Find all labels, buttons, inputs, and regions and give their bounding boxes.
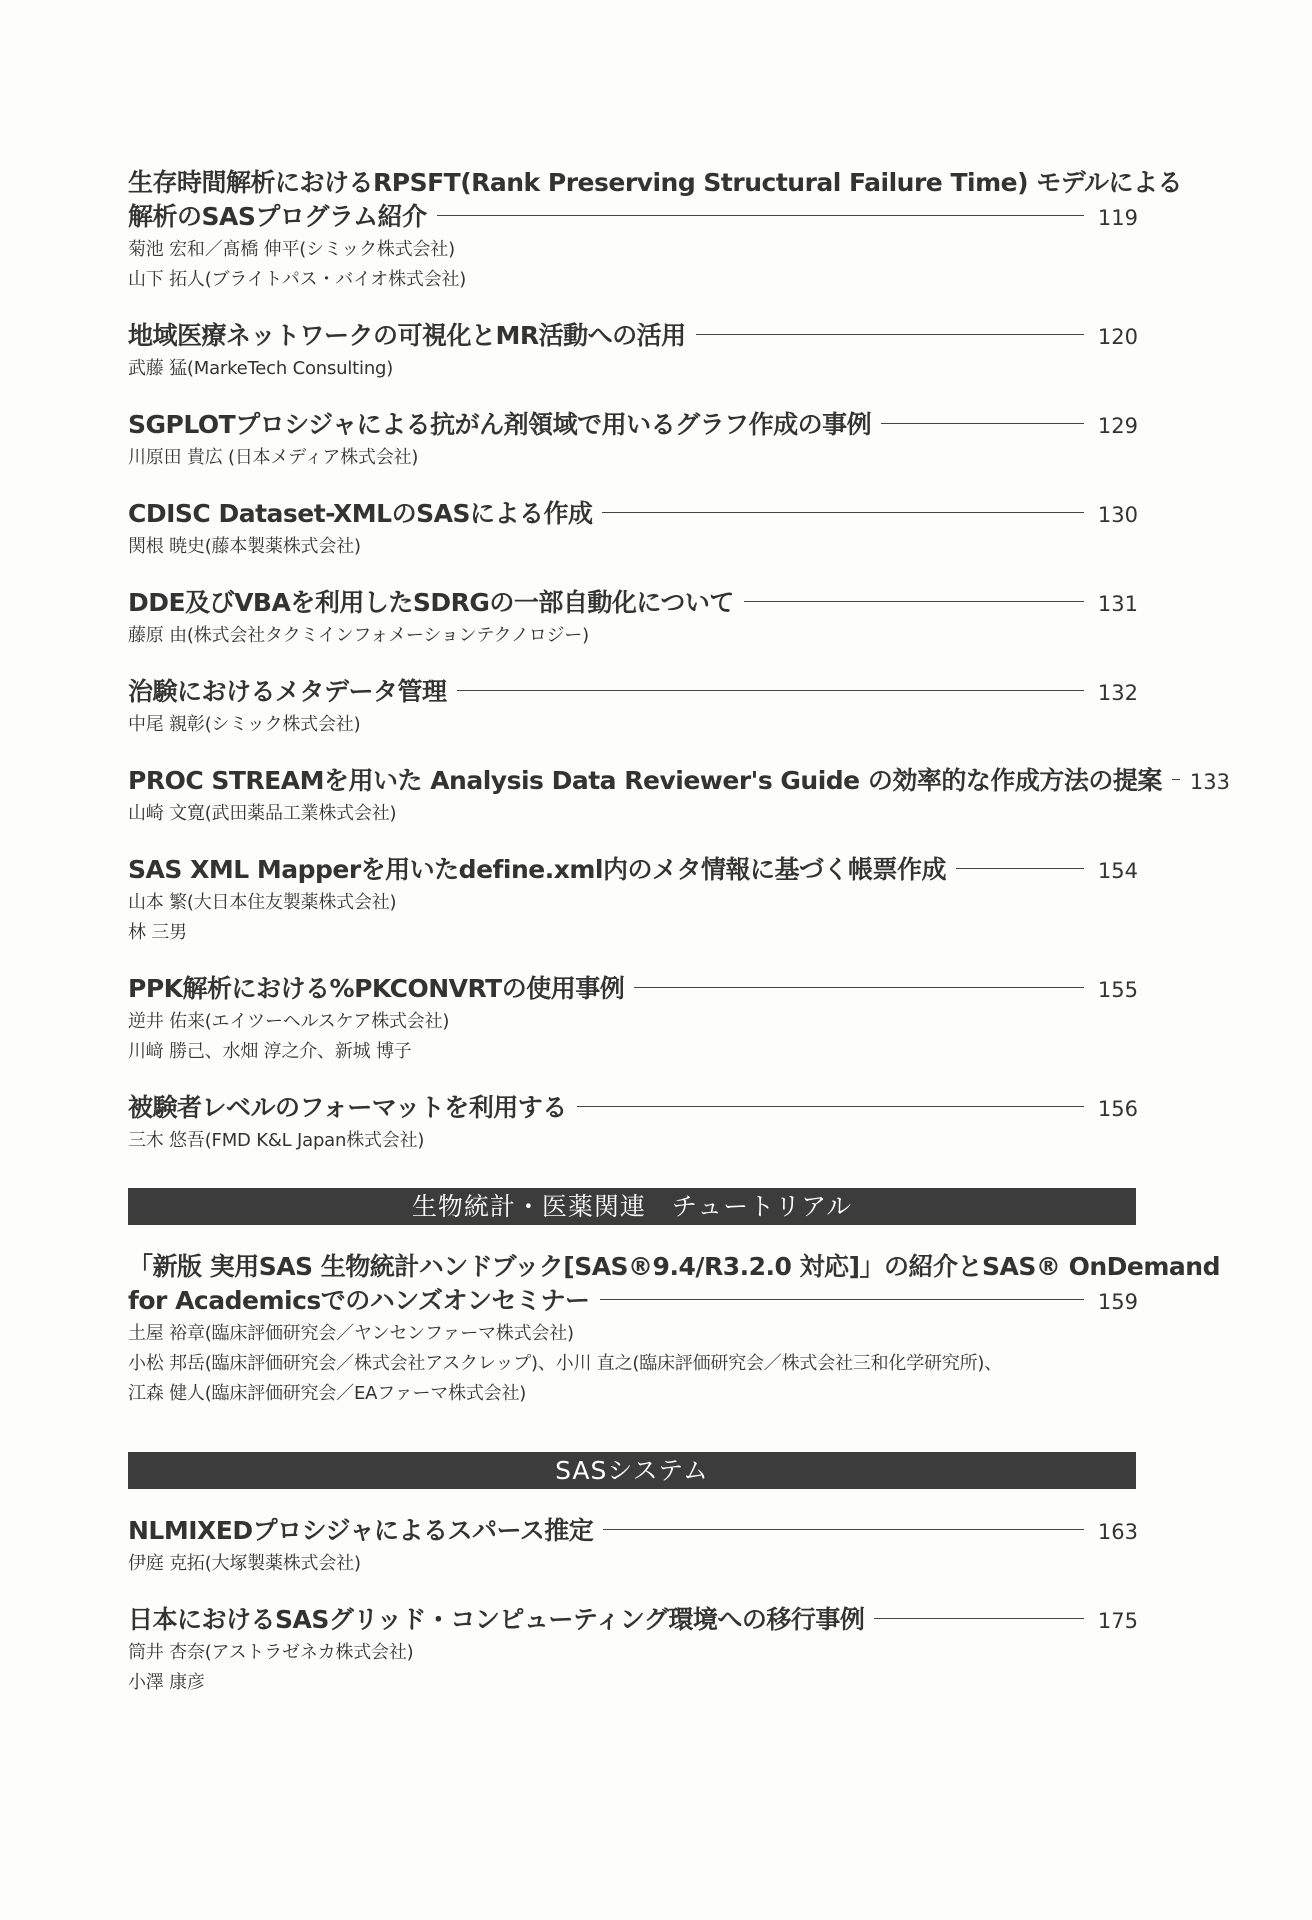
entry-title: NLMIXEDプロシジャによるスパース推定 <box>128 1516 594 1545</box>
dot-leader <box>457 690 1084 691</box>
page-number: 120 <box>1097 325 1138 349</box>
page-number: 175 <box>1097 1609 1138 1633</box>
toc-entry <box>128 675 1138 740</box>
entry-author: 山下 拓人(ブライトパス・バイオ株式会社) <box>128 269 467 290</box>
entry-title: for Academicsでのハンズオンセミナー <box>128 1286 590 1315</box>
entry-author: 菊池 宏和／髙橋 伸平(シミック株式会社) <box>128 239 455 260</box>
page-number: 155 <box>1097 978 1138 1002</box>
entry-title: 被験者レベルのフォーマットを利用する <box>128 1093 567 1122</box>
toc-entry <box>128 408 1138 473</box>
page-number: 133 <box>1189 770 1230 794</box>
toc-entry <box>128 1091 1138 1156</box>
page-number: 132 <box>1097 681 1138 705</box>
page-number: 131 <box>1097 592 1138 616</box>
page-number: 159 <box>1097 1290 1138 1314</box>
entry-title: 解析のSASプログラム紹介 <box>128 202 427 231</box>
entry-title: 生存時間解析におけるRPSFT(Rank Preserving Structural Failure Time) モデルによる <box>128 168 1182 197</box>
toc-entry <box>128 1603 1138 1698</box>
dot-leader <box>603 1529 1084 1530</box>
entry-title: 治験におけるメタデータ管理 <box>128 677 447 706</box>
dot-leader <box>577 1106 1084 1107</box>
toc-entry <box>128 972 1138 1067</box>
toc-entry <box>128 497 1138 562</box>
toc-entry <box>128 764 1230 829</box>
entry-author: 筒井 杏奈(アストラゼネカ株式会社) <box>128 1642 414 1663</box>
entry-title: DDE及びVBAを利用したSDRGの一部自動化について <box>128 588 734 617</box>
entry-title: 地域医療ネットワークの可視化とMR活動への活用 <box>128 321 686 350</box>
toc-list-sas-system <box>128 1514 1138 1698</box>
entry-author: 小松 邦岳(臨床評価研究会／株式会社アスクレップ)、小川 直之(臨床評価研究会／株式会社三和化学研究所)、 <box>128 1353 1003 1374</box>
toc-entry <box>128 586 1138 651</box>
entry-author: 関根 暁史(藤本製薬株式会社) <box>128 536 361 557</box>
entry-author: 土屋 裕章(臨床評価研究会／ヤンセンファーマ株式会社) <box>128 1323 574 1344</box>
dot-leader <box>881 423 1084 424</box>
entry-author: 藤原 由(株式会社タクミインフォメーションテクノロジー) <box>128 625 589 646</box>
entry-author: 林 三男 <box>128 922 187 943</box>
page-number: 154 <box>1097 859 1138 883</box>
dot-leader <box>1172 779 1180 780</box>
entry-title: SAS XML Mapperを用いたdefine.xml内のメタ情報に基づく帳票作成 <box>128 855 946 884</box>
entry-author: 山崎 文寛(武田薬品工業株式会社) <box>128 803 397 824</box>
toc-list-tutorial <box>128 1250 1220 1409</box>
dot-leader <box>437 215 1084 216</box>
section-header-tutorial: 生物統計・医薬関連 チュートリアル <box>128 1188 1136 1225</box>
entry-author: 小澤 康彦 <box>128 1672 205 1693</box>
dot-leader <box>634 987 1084 988</box>
entry-title: PROC STREAMを用いた Analysis Data Reviewer's Guide の効率的な作成方法の提案 <box>128 766 1162 795</box>
entry-author: 中尾 親彰(シミック株式会社) <box>128 714 361 735</box>
entry-author: 山本 繁(大日本住友製薬株式会社) <box>128 892 397 913</box>
entry-author: 江森 健人(臨床評価研究会／EAファーマ株式会社) <box>128 1383 527 1404</box>
dot-leader <box>602 512 1084 513</box>
entry-author: 川原田 貴広 (日本メディア株式会社) <box>128 447 419 468</box>
toc-list-general <box>128 166 1230 1156</box>
entry-title: 日本におけるSASグリッド・コンピューティング環境への移行事例 <box>128 1605 865 1634</box>
entry-title: SGPLOTプロシジャによる抗がん剤領域で用いるグラフ作成の事例 <box>128 410 872 439</box>
toc-entry <box>128 1514 1138 1579</box>
entry-title: PPK解析における%PKCONVRTの使用事例 <box>128 974 625 1003</box>
dot-leader <box>696 334 1084 335</box>
dot-leader <box>744 601 1084 602</box>
section-header-sas-system: SASシステム <box>128 1452 1136 1489</box>
dot-leader <box>600 1299 1084 1300</box>
page-number: 156 <box>1097 1097 1138 1121</box>
dot-leader <box>874 1618 1084 1619</box>
entry-author: 武藤 猛(MarkeTech Consulting) <box>128 358 394 379</box>
entry-title: CDISC Dataset-XMLのSASによる作成 <box>128 499 593 528</box>
entry-author: 逆井 佑来(エイツーヘルスケア株式会社) <box>128 1011 450 1032</box>
dot-leader <box>956 868 1084 869</box>
page-number: 130 <box>1097 503 1138 527</box>
entry-title: 「新版 実用SAS 生物統計ハンドブック[SAS®9.4/R3.2.0 対応]」の紹介とSAS® OnDemand <box>128 1252 1220 1281</box>
page-number: 129 <box>1097 414 1138 438</box>
toc-entry <box>128 166 1182 295</box>
page-number: 119 <box>1097 206 1138 230</box>
toc-entry <box>128 853 1138 948</box>
toc-entry <box>128 319 1138 384</box>
toc-entry <box>128 1250 1220 1409</box>
entry-author: 伊庭 克拓(大塚製薬株式会社) <box>128 1553 361 1574</box>
entry-author: 川﨑 勝己、水畑 淳之介、新城 博子 <box>128 1041 412 1062</box>
entry-author: 三木 悠吾(FMD K&L Japan株式会社) <box>128 1130 425 1151</box>
page-number: 163 <box>1097 1520 1138 1544</box>
